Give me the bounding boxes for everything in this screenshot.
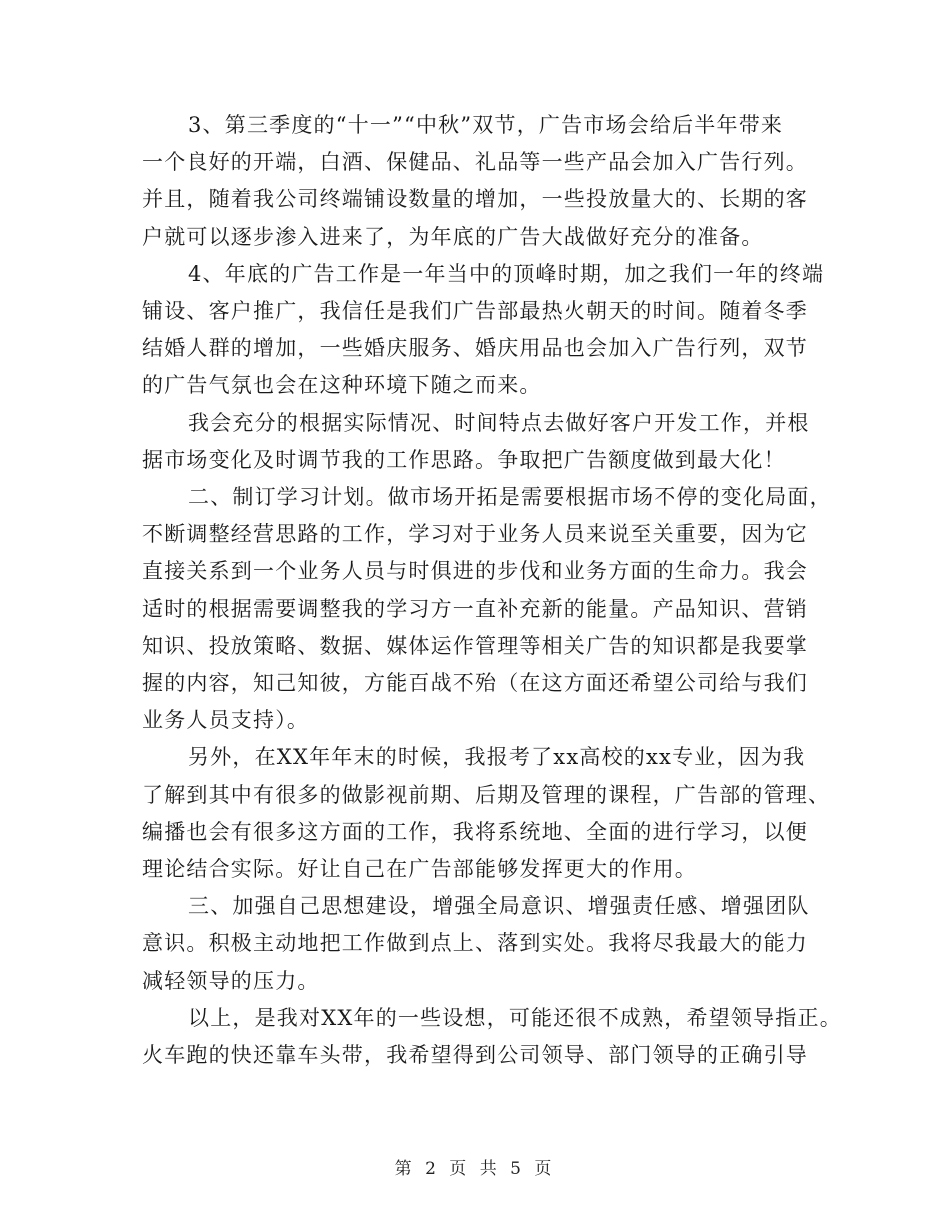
text-line: 以上，是我对XX年的一些设想，可能还很不成熟，希望领导指正。 xyxy=(188,1005,842,1030)
text-line: 知识、投放策略、数据、媒体运作管理等相关广告的知识都是我要掌 xyxy=(142,633,808,658)
text-line: 减轻领导的压力。 xyxy=(142,968,320,993)
text-line: 业务人员支持）。 xyxy=(142,708,310,733)
text-line: 二、制订学习计划。做市场开拓是需要根据市场不停的变化局面， xyxy=(188,485,832,509)
text-line: 编播也会有很多这方面的工作，我将系统地、全面的进行学习，以便 xyxy=(142,819,808,844)
text-line: 铺设、客户推广，我信任是我们广告部最热火朝天的时间。随着冬季 xyxy=(142,299,808,323)
text-line: 直接关系到一个业务人员与时俱进的步伐和业务方面的生命力。我会 xyxy=(142,559,808,584)
text-line: 据市场变化及时调节我的工作思路。争取把广告额度做到最大化！ xyxy=(142,447,786,472)
text-line: 握的内容，知己知彼，方能百战不殆（在这方面还希望公司给与我们 xyxy=(142,671,808,695)
text-line: 户就可以逐步渗入进来了，为年底的广告大战做好充分的准备。 xyxy=(142,224,764,249)
text-line: 了解到其中有很多的做影视前期、后期及管理的课程，广告部的管理、 xyxy=(142,782,831,807)
text-line: 4、年底的广告工作是一年当中的顶峰时期，加之我们一年的终端 xyxy=(188,261,825,286)
text-line: 一个良好的开端，白酒、保健品、礼品等一些产品会加入广告行列。 xyxy=(142,150,808,175)
text-line: 另外，在XX年年末的时候，我报考了xx高校的xx专业，因为我 xyxy=(188,745,806,770)
text-line: 的广告气氛也会在这种环境下随之而来。 xyxy=(142,373,542,398)
text-line: 三、加强自己思想建设，增强全局意识、增强责任感、增强团队 xyxy=(188,894,810,919)
text-line: 我会充分的根据实际情况、时间特点去做好客户开发工作，并根 xyxy=(188,410,810,435)
text-line: 火车跑的快还靠车头带，我希望得到公司领导、部门领导的正确引导 xyxy=(142,1043,808,1067)
text-line: 结婚人群的增加，一些婚庆服务、婚庆用品也会加入广告行列，双节 xyxy=(142,336,808,361)
text-line: 不断调整经营思路的工作，学习对于业务人员来说至关重要，因为它 xyxy=(142,522,808,547)
text-line: 理论结合实际。好让自己在广告部能够发挥更大的作用。 xyxy=(142,857,697,881)
text-line: 意识。积极主动地把工作做到点上、落到实处。我将尽我最大的能力 xyxy=(142,931,808,956)
text-line: 适时的根据需要调整我的学习方一直补充新的能量。产品知识、营销 xyxy=(142,596,808,621)
text-line: 并且，随着我公司终端铺设数量的增加，一些投放量大的、长期的客 xyxy=(142,187,808,212)
page-footer: 第 2 页 共 5 页 xyxy=(394,1159,556,1179)
text-line: 3、第三季度的“十一”“中秋”双节，广告市场会给后半年带来 xyxy=(188,113,784,137)
